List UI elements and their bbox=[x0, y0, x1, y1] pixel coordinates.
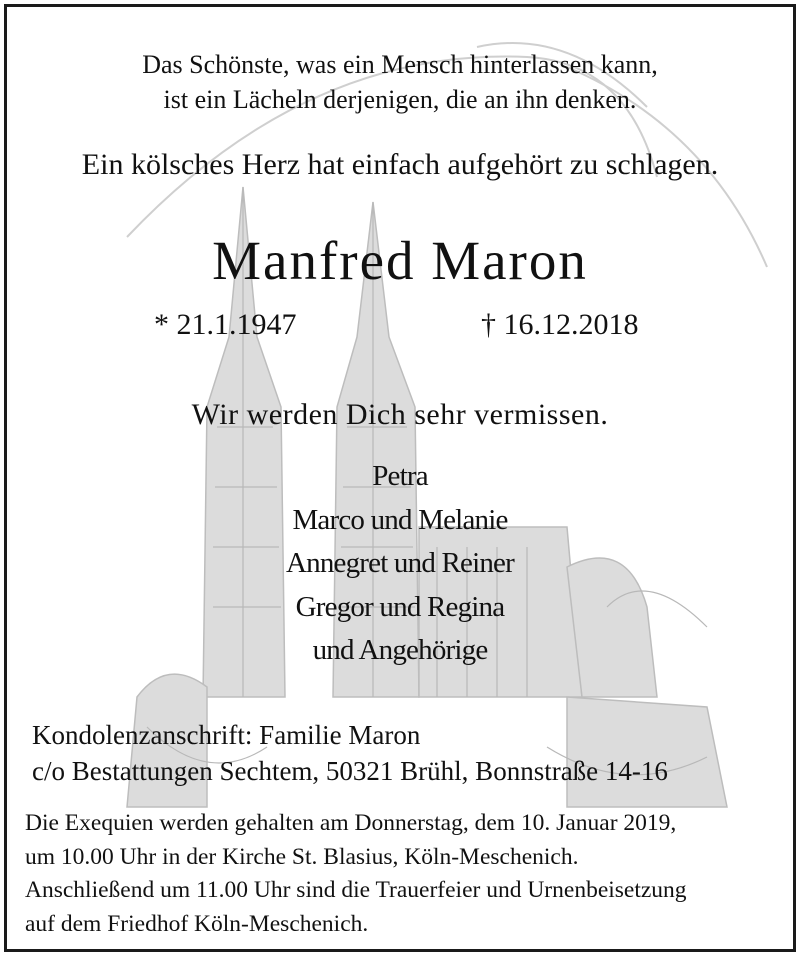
farewell-line: Wir werden Dich sehr vermissen. bbox=[191, 398, 609, 431]
heart-statement: Ein kölsches Herz hat einfach aufgehört zu schlagen. bbox=[81, 148, 719, 181]
birth-date: * 21.1.1947 bbox=[154, 308, 297, 341]
mourner-name: Petra bbox=[372, 460, 428, 492]
ceremony-details bbox=[25, 807, 687, 941]
mourner-name: Annegret und Reiner bbox=[285, 547, 514, 579]
ceremony-line: Die Exequien werden gehalten am Donnerstag, dem 10. Januar 2019, bbox=[25, 810, 677, 836]
mourner-name: Marco und Melanie bbox=[292, 503, 508, 536]
death-date: † 16.12.2018 bbox=[481, 308, 639, 341]
deceased-name: Manfred Maron bbox=[212, 230, 588, 291]
ceremony-line: Anschließend um 11.00 Uhr sind die Trauerfeier und Urnenbeisetzung bbox=[25, 877, 687, 903]
death-notice bbox=[4, 4, 796, 952]
condolence-line-1: Kondolenzanschrift: Familie Maron bbox=[32, 720, 421, 750]
ceremony-line: um 10.00 Uhr in der Kirche St. Blasius, Köln-Meschenich. bbox=[25, 843, 579, 870]
quote-line-1: Das Schönste, was ein Mensch hinterlassen kann, bbox=[142, 50, 658, 79]
condolence-address bbox=[32, 717, 668, 789]
mourners-list bbox=[7, 455, 793, 673]
mourner-name: und Angehörige bbox=[312, 634, 488, 666]
ceremony-line: auf dem Friedhof Köln-Meschenich. bbox=[25, 910, 369, 937]
quote-line-2: ist ein Lächeln derjenigen, die an ihn denken. bbox=[163, 85, 637, 114]
condolence-line-2: c/o Bestattungen Sechtem, 50321 Brühl, Bonnstraße 14-16 bbox=[32, 756, 668, 786]
mourner-name: Gregor und Regina bbox=[295, 590, 505, 623]
memorial-quote bbox=[7, 47, 793, 117]
